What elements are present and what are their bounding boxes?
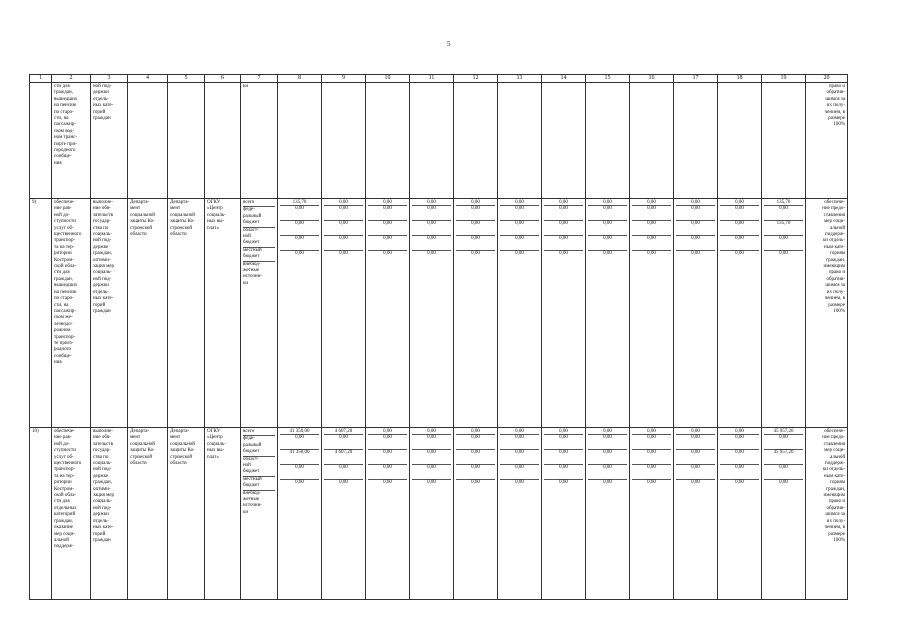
value: 0,00 — [676, 236, 715, 251]
header-cell: 20 — [806, 75, 848, 83]
row-number: 10) — [30, 428, 52, 600]
value: 0,00 — [764, 206, 803, 221]
participant-cell: ОГКУ «Центр социаль- ных вы- плат» — [205, 428, 241, 600]
value-cell — [542, 428, 586, 600]
header-cell: 19 — [762, 75, 806, 83]
value-cell — [630, 199, 674, 428]
funding-source: местный бюджет — [243, 477, 275, 491]
table-row-continuation — [30, 83, 848, 199]
header-cell: 2 — [52, 75, 91, 83]
value: 0,00 — [588, 450, 627, 465]
value: 0,00 — [544, 429, 583, 435]
value-cell — [278, 428, 322, 600]
value: 0,00 — [588, 221, 627, 236]
value: 0,00 — [324, 465, 363, 480]
value: 0,00 — [412, 206, 451, 221]
value: 0,00 — [412, 200, 451, 206]
funding-source: област- ной бюджет — [243, 228, 275, 248]
value: 0,00 — [720, 200, 759, 206]
value-cell — [454, 428, 498, 600]
value: 0,00 — [383, 480, 392, 485]
value: 0,00 — [456, 236, 495, 251]
header-cell: 3 — [91, 75, 128, 83]
header-cell: 14 — [542, 75, 586, 83]
header-cell: 18 — [718, 75, 762, 83]
value: 0,00 — [500, 450, 539, 465]
responsible-cell: Департа- мент социальной защиты Ко- стромской области — [128, 199, 168, 428]
value: 0,00 — [324, 200, 363, 206]
value: 0,00 — [588, 435, 627, 450]
value-cell — [322, 428, 366, 600]
value-cell — [542, 199, 586, 428]
value: 0,00 — [368, 236, 407, 251]
value: 0,00 — [427, 251, 436, 256]
header-cell: 16 — [630, 75, 674, 83]
value-cell — [718, 199, 762, 428]
value: 0,00 — [676, 450, 715, 465]
header-cell: 12 — [454, 75, 498, 83]
value: 0,00 — [676, 200, 715, 206]
header-cell: 15 — [586, 75, 630, 83]
value: 0,00 — [456, 435, 495, 450]
header-cell: 4 — [128, 75, 168, 83]
value: 0,00 — [412, 450, 451, 465]
value: 0,00 — [412, 221, 451, 236]
funding-source: внебюд- жетные источни- ки — [243, 490, 262, 515]
coexecutor-cell: Департа- мент социальной защиты Ко- стромской области — [168, 428, 205, 600]
funding-source: внебюд- жетные источни- ки — [243, 261, 262, 286]
value: 0,00 — [632, 206, 671, 221]
value: 0,00 — [632, 200, 671, 206]
header-cell: 11 — [410, 75, 454, 83]
coexecutor-cell: Департа- мент социальной защиты Ко- стромской области — [168, 199, 205, 428]
value: 0,00 — [720, 465, 759, 480]
value: 0,00 — [471, 251, 480, 256]
value: 0,00 — [632, 450, 671, 465]
value: 0,00 — [559, 251, 568, 256]
header-cell: 13 — [498, 75, 542, 83]
value: 0,00 — [412, 236, 451, 251]
value: 0,00 — [676, 221, 715, 236]
value: 0,00 — [676, 465, 715, 480]
value: 0,00 — [764, 236, 803, 251]
value: 0,00 — [764, 435, 803, 450]
value: 0,00 — [515, 251, 524, 256]
header-cell: 1 — [30, 75, 52, 83]
value: 0,00 — [368, 450, 407, 465]
funding-source: местный бюджет — [243, 248, 275, 262]
value: 0,00 — [691, 480, 700, 485]
value: 0,00 — [295, 251, 304, 256]
value: 0,00 — [632, 429, 671, 435]
value: 0,00 — [603, 480, 612, 485]
value: 0,00 — [368, 206, 407, 221]
value: 0,00 — [324, 435, 363, 450]
value: 0,00 — [588, 236, 627, 251]
value: 0,00 — [412, 435, 451, 450]
value-cell — [454, 199, 498, 428]
value: 0,00 — [632, 465, 671, 480]
value: 0,00 — [456, 429, 495, 435]
value: 0,00 — [368, 200, 407, 206]
value: 0,00 — [383, 251, 392, 256]
value-cell — [498, 428, 542, 600]
value: 0,00 — [647, 251, 656, 256]
funding-source: област- ной бюджет — [243, 457, 275, 477]
participant-cell: ОГКУ «Центр социаль- ных вы- плат» — [205, 199, 241, 428]
header-cell: 7 — [241, 75, 278, 83]
value-cell — [630, 428, 674, 600]
value: 0,00 — [500, 236, 539, 251]
value: 0,00 — [544, 200, 583, 206]
header-cell: 6 — [205, 75, 241, 83]
source-cell — [241, 428, 278, 600]
value: 0,00 — [544, 206, 583, 221]
source-cell — [241, 199, 278, 428]
header-cell: 9 — [322, 75, 366, 83]
cell — [205, 83, 241, 199]
value: 0,00 — [720, 429, 759, 435]
value: 0,00 — [735, 251, 744, 256]
value: 0,00 — [632, 221, 671, 236]
value-cell — [366, 428, 410, 600]
value: 0,00 — [779, 480, 788, 485]
activity-cell: обеспече- ние рав- ной до- ступности услуг об- щественного транспор- та на тер- ритории Костром- ской обла- сти для граждан, вышедших на пенсию по старо- сти, на пассажир- ском же- лезнодо- рожном транспор- те приго- родного сообще- ния — [52, 199, 91, 428]
value: 0,00 — [632, 435, 671, 450]
purpose-cell: выполне- ние обя- зательств государ- ства по социаль- ной под- держке граждан, оптими- зация мер социаль- ной под- держки отдель- ных кате- горий граждан — [91, 199, 128, 428]
value: 0,00 — [720, 450, 759, 465]
funding-source: феде- ральный бюджет — [243, 436, 275, 456]
table-row — [30, 428, 848, 600]
budget-table — [29, 74, 848, 600]
page-number: 5 — [447, 40, 451, 48]
value: 0,00 — [764, 465, 803, 480]
value: 0,00 — [368, 221, 407, 236]
value: 0,00 — [720, 221, 759, 236]
header-cell: 5 — [168, 75, 205, 83]
value: 0,00 — [588, 465, 627, 480]
value-cell — [762, 428, 806, 600]
value: 0,00 — [544, 435, 583, 450]
value: 0,00 — [368, 465, 407, 480]
value: 45 957,20 — [764, 429, 803, 435]
header-row — [30, 75, 848, 83]
result-cell: обеспече- ние предо- ставления мер соци- альной поддерж- ки отдель- ным кате- гориям граждан, имеющим право и обратив- шимся за их полу- чением, в размере 100% — [806, 428, 848, 600]
value: 41 350,00 — [280, 429, 319, 435]
value: 0,00 — [324, 206, 363, 221]
value: 0,00 — [280, 465, 319, 480]
value: 41 350,00 — [280, 450, 319, 465]
value-cell — [718, 428, 762, 600]
value: 45 957,20 — [764, 450, 803, 465]
value: 135,70 — [764, 200, 803, 206]
value: 0,00 — [412, 465, 451, 480]
value-cell — [762, 199, 806, 428]
value: 135,70 — [280, 200, 319, 206]
value: 0,00 — [691, 251, 700, 256]
value: 0,00 — [295, 480, 304, 485]
value: 0,00 — [280, 236, 319, 251]
value: 0,00 — [500, 200, 539, 206]
value: 0,00 — [280, 435, 319, 450]
value: 0,00 — [544, 221, 583, 236]
value: 0,00 — [500, 435, 539, 450]
value: 0,00 — [500, 221, 539, 236]
value: 4 607,20 — [324, 450, 363, 465]
value: 0,00 — [500, 465, 539, 480]
value-cell — [410, 428, 454, 600]
header-cell: 10 — [366, 75, 410, 83]
value: 0,00 — [280, 206, 319, 221]
value: 0,00 — [588, 206, 627, 221]
value: 0,00 — [368, 429, 407, 435]
value: 0,00 — [339, 480, 348, 485]
value-cell — [410, 199, 454, 428]
value: 0,00 — [324, 221, 363, 236]
funding-source: феде- ральный бюджет — [243, 207, 275, 227]
value-cell — [498, 199, 542, 428]
value: 0,00 — [720, 206, 759, 221]
value-cell — [278, 199, 322, 428]
value: 0,00 — [544, 236, 583, 251]
value: 0,00 — [500, 206, 539, 221]
value: 0,00 — [456, 200, 495, 206]
value: 0,00 — [632, 236, 671, 251]
value: 0,00 — [735, 480, 744, 485]
value: 0,00 — [720, 236, 759, 251]
header-cell: 17 — [674, 75, 718, 83]
row-number: 9) — [30, 199, 52, 428]
value: 0,00 — [471, 480, 480, 485]
value-cell — [674, 428, 718, 600]
cell — [30, 83, 52, 199]
value: 135,70 — [764, 221, 803, 236]
value-cell — [322, 199, 366, 428]
value: 0,00 — [339, 251, 348, 256]
value: 0,00 — [544, 450, 583, 465]
funding-source: всего — [243, 429, 275, 436]
value-cell — [586, 199, 630, 428]
cell — [168, 83, 205, 199]
value: 0,00 — [456, 465, 495, 480]
value: 0,00 — [588, 429, 627, 435]
purpose-cell: выполне- ние обя- зательств государ- ства по социаль- ной под- держке граждан, оптими- зация мер социаль- ной под- держки отдель- ных кате- горий граждан — [91, 428, 128, 600]
value: 0,00 — [676, 206, 715, 221]
value: 0,00 — [559, 480, 568, 485]
value: 0,00 — [412, 429, 451, 435]
value: 0,00 — [427, 480, 436, 485]
value: 0,00 — [779, 251, 788, 256]
value: 0,00 — [676, 429, 715, 435]
value: 0,00 — [544, 465, 583, 480]
cell: сти для граждан, вышедших на пенсию по старо- сти, на пассажир- ском вод- ном транс- порте при- городного сообще- ния — [52, 83, 91, 199]
value-cell — [674, 199, 718, 428]
value: 0,00 — [500, 429, 539, 435]
cell: право и обратив- шимся за их полу- чением, в размере 100% — [806, 83, 848, 199]
value: 0,00 — [456, 221, 495, 236]
value-cell — [366, 199, 410, 428]
activity-cell: обеспече- ние рав- ной до- ступности услуг об- щественного транспор- та на тер- ритории Костром- ской обла- сти для отдельных категорий граждан, оказание мер соци- альной поддерж- — [52, 428, 91, 600]
cell: ки — [241, 83, 278, 199]
value: 0,00 — [456, 450, 495, 465]
value: 0,00 — [676, 435, 715, 450]
funding-source: всего — [243, 200, 275, 207]
cell: ной под- держки отдель- ных кате- горий граждан — [91, 83, 128, 199]
result-cell: обеспече- ние предо- ставления мер соци- альной поддерж- ки отдель- ным кате- гориям граждан, имеющим право и обратив- шимся за их полу- чением, в размере 100% — [806, 199, 848, 428]
value: 0,00 — [720, 435, 759, 450]
value: 0,00 — [603, 251, 612, 256]
value: 0,00 — [368, 435, 407, 450]
value: 0,00 — [280, 221, 319, 236]
value: 0,00 — [588, 200, 627, 206]
value: 4 607,20 — [324, 429, 363, 435]
value-cell — [586, 428, 630, 600]
table-row — [30, 199, 848, 428]
value: 0,00 — [647, 480, 656, 485]
value: 0,00 — [324, 236, 363, 251]
header-cell: 8 — [278, 75, 322, 83]
value: 0,00 — [515, 480, 524, 485]
cell — [128, 83, 168, 199]
value: 0,00 — [456, 206, 495, 221]
responsible-cell: Департа- мент социальной защиты Ко- стромской области — [128, 428, 168, 600]
